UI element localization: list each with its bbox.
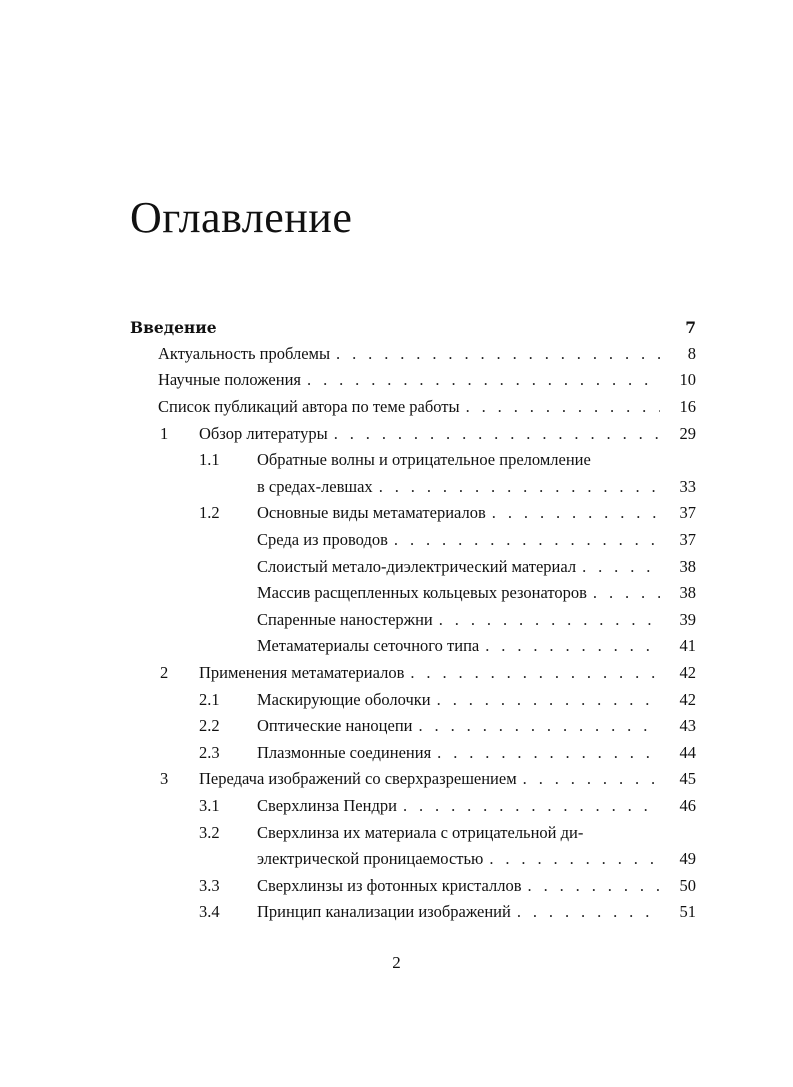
toc-leader-dots bbox=[489, 849, 660, 869]
toc-entry-number: 1.2 bbox=[199, 503, 220, 523]
toc-entry-label: Научные положения bbox=[158, 370, 307, 390]
toc-entry-label: Принцип канализации изображений bbox=[257, 902, 517, 922]
toc-entry-section-1-1-continued[interactable] bbox=[130, 474, 696, 501]
toc-entry-page: 42 bbox=[660, 690, 696, 710]
toc-entry-section-2-3[interactable] bbox=[130, 740, 696, 767]
page-number: 2 bbox=[392, 953, 401, 972]
toc-entry-section-1-2[interactable] bbox=[130, 500, 696, 527]
toc-entry-number: 3 bbox=[160, 769, 169, 789]
toc-entry-label: Список публикаций автора по теме работы bbox=[158, 397, 466, 417]
toc-leader-dots bbox=[437, 690, 660, 710]
toc-entry-fishnet-metamaterials[interactable] bbox=[130, 633, 696, 660]
toc-leader-dots bbox=[379, 477, 660, 497]
toc-entry-page: 50 bbox=[660, 876, 696, 896]
toc-entry-section-3-3[interactable] bbox=[130, 872, 696, 899]
toc-entry-wire-medium[interactable] bbox=[130, 527, 696, 554]
toc-entry-section-3-1[interactable] bbox=[130, 793, 696, 820]
toc-leader-dots bbox=[593, 583, 660, 603]
toc-entry-label: Сверхлинза их материала с отрицательной ди- bbox=[257, 823, 589, 843]
page-title: Оглавление bbox=[130, 193, 353, 242]
toc-entry-label: Обзор литературы bbox=[199, 424, 334, 444]
toc-entry-label: электрической проницаемостью bbox=[257, 849, 489, 869]
toc-entry-page: 16 bbox=[660, 397, 696, 417]
toc-entry-number: 2.3 bbox=[199, 742, 220, 762]
toc-leader-dots bbox=[523, 769, 660, 789]
toc-entry-label: Введение bbox=[130, 318, 223, 337]
toc-entry-number: 3.1 bbox=[199, 795, 220, 815]
toc-entry-section-3-2-continued[interactable] bbox=[130, 846, 696, 873]
toc-entry-label: в средах-левшах bbox=[257, 477, 379, 497]
toc-entry-label: Метаматериалы сеточного типа bbox=[257, 636, 485, 656]
toc-leader-dots bbox=[528, 876, 660, 896]
toc-entry-number: 2.2 bbox=[199, 716, 220, 736]
toc-leader-dots bbox=[517, 902, 660, 922]
toc-leader-dots bbox=[334, 424, 660, 444]
toc-entry-label: Маскирующие оболочки bbox=[257, 690, 437, 710]
toc-entry-label: Применения метаматериалов bbox=[199, 663, 410, 683]
toc-entry-page: 44 bbox=[660, 743, 696, 763]
toc-entry-publications[interactable] bbox=[130, 394, 696, 421]
toc-leader-dots bbox=[437, 743, 660, 763]
toc-entry-page: 41 bbox=[660, 636, 696, 656]
toc-entry-number: 1.1 bbox=[199, 450, 220, 470]
toc-entry-number: 3.4 bbox=[199, 902, 220, 922]
toc-leader-dots bbox=[410, 663, 660, 683]
toc-entry-section-2-1[interactable] bbox=[130, 686, 696, 713]
toc-leader-dots bbox=[336, 344, 660, 364]
toc-entry-label: Передача изображений со сверхразрешением bbox=[199, 769, 523, 789]
toc-entry-page: 37 bbox=[660, 530, 696, 550]
toc-entry-page: 46 bbox=[660, 796, 696, 816]
toc-entry-relevance[interactable] bbox=[130, 341, 696, 368]
toc-entry-label: Оптические наноцепи bbox=[257, 716, 419, 736]
toc-entry-paired-nanorods[interactable] bbox=[130, 607, 696, 634]
toc-entry-section-3-4[interactable] bbox=[130, 899, 696, 926]
toc-leader-dots bbox=[485, 636, 660, 656]
toc-entry-split-ring-resonators[interactable] bbox=[130, 580, 696, 607]
toc-entry-section-3-2[interactable] bbox=[130, 819, 696, 846]
toc-leader-dots bbox=[466, 397, 660, 417]
toc-entry-page: 39 bbox=[660, 610, 696, 630]
toc-entry-chapter-2[interactable] bbox=[130, 660, 696, 687]
toc-entry-label: Актуальность проблемы bbox=[158, 344, 336, 364]
toc-entry-label: Основные виды метаматериалов bbox=[257, 503, 492, 523]
toc-entry-chapter-3[interactable] bbox=[130, 766, 696, 793]
toc-entry-page: 33 bbox=[660, 477, 696, 497]
toc-leader-dots bbox=[307, 370, 660, 390]
toc-entry-number: 3.3 bbox=[199, 875, 220, 895]
toc-entry-page: 29 bbox=[660, 424, 696, 444]
toc-entry-label: Обратные волны и отрицательное преломление bbox=[257, 450, 597, 470]
toc-entry-page: 42 bbox=[660, 663, 696, 683]
toc-entry-page: 49 bbox=[660, 849, 696, 869]
toc-leader-dots bbox=[439, 610, 660, 630]
toc-entry-number: 2 bbox=[160, 663, 169, 683]
toc-entry-label: Среда из проводов bbox=[257, 530, 394, 550]
toc-entry-page: 8 bbox=[660, 344, 696, 364]
toc-entry-page: 43 bbox=[660, 716, 696, 736]
toc-entry-label: Слоистый метало-диэлектрический материал bbox=[257, 557, 582, 577]
toc-entry-label: Сверхлинзы из фотонных кристаллов bbox=[257, 876, 528, 896]
toc-entry-number: 2.1 bbox=[199, 689, 220, 709]
toc-leader-dots bbox=[492, 503, 660, 523]
toc-entry-page: 38 bbox=[660, 557, 696, 577]
toc-leader-dots bbox=[394, 530, 660, 550]
toc-leader-dots bbox=[419, 716, 661, 736]
toc-entry-section-2-2[interactable] bbox=[130, 713, 696, 740]
toc-leader-dots bbox=[582, 557, 660, 577]
toc-entry-label: Сверхлинза Пендри bbox=[257, 796, 403, 816]
toc-entry-introduction[interactable] bbox=[130, 314, 696, 341]
table-of-contents bbox=[130, 314, 696, 926]
toc-entry-label: Плазмонные соединения bbox=[257, 743, 437, 763]
toc-entry-number: 3.2 bbox=[199, 822, 220, 842]
toc-entry-page: 45 bbox=[660, 769, 696, 789]
toc-entry-label: Спаренные наностержни bbox=[257, 610, 439, 630]
toc-entry-chapter-1[interactable] bbox=[130, 420, 696, 447]
toc-entry-page: 37 bbox=[660, 503, 696, 523]
toc-leader-dots bbox=[403, 796, 660, 816]
toc-entry-page: 38 bbox=[660, 583, 696, 603]
toc-entry-page: 51 bbox=[660, 902, 696, 922]
toc-entry-layered-material[interactable] bbox=[130, 553, 696, 580]
toc-entry-number: 1 bbox=[160, 423, 169, 443]
toc-entry-page: 10 bbox=[660, 370, 696, 390]
toc-entry-label: Массив расщепленных кольцевых резонаторов bbox=[257, 583, 593, 603]
toc-entry-scientific-statements[interactable] bbox=[130, 367, 696, 394]
toc-entry-page: 7 bbox=[660, 318, 696, 337]
toc-entry-section-1-1[interactable] bbox=[130, 447, 696, 474]
